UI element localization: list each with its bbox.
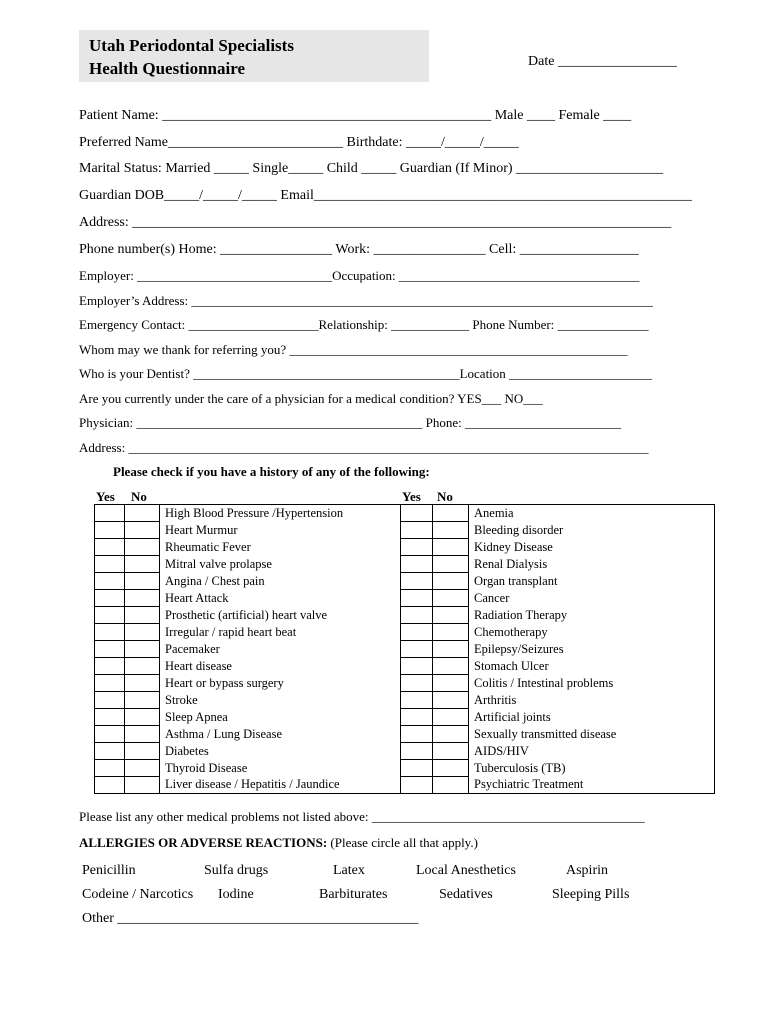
history-row bbox=[95, 743, 715, 760]
no-checkbox[interactable] bbox=[433, 556, 469, 573]
history-heading: Please check if you have a history of any of the following: bbox=[113, 464, 430, 479]
yes-checkbox[interactable] bbox=[401, 505, 433, 522]
no-checkbox[interactable] bbox=[125, 658, 160, 675]
no-checkbox[interactable] bbox=[125, 505, 160, 522]
no-header-left: No bbox=[131, 489, 147, 504]
no-checkbox[interactable] bbox=[125, 641, 160, 658]
yes-checkbox[interactable] bbox=[401, 760, 433, 777]
address-field[interactable]: Address: _____________________________________________________________________________ bbox=[79, 215, 672, 230]
yes-checkbox[interactable] bbox=[95, 624, 125, 641]
no-checkbox[interactable] bbox=[125, 624, 160, 641]
condition-label: Heart Murmur bbox=[160, 522, 401, 539]
form-title-box bbox=[79, 30, 429, 82]
condition-label: Bleeding disorder bbox=[469, 522, 715, 539]
no-checkbox[interactable] bbox=[125, 743, 160, 760]
yes-checkbox[interactable] bbox=[401, 624, 433, 641]
history-row bbox=[95, 709, 715, 726]
condition-label: Arthritis bbox=[469, 692, 715, 709]
condition-label: Asthma / Lung Disease bbox=[160, 726, 401, 743]
yes-checkbox[interactable] bbox=[95, 743, 125, 760]
no-checkbox[interactable] bbox=[433, 777, 469, 794]
no-checkbox[interactable] bbox=[433, 675, 469, 692]
yes-checkbox[interactable] bbox=[95, 522, 125, 539]
referral-field[interactable]: Whom may we thank for referring you? ____________________________________________________ bbox=[79, 342, 628, 357]
no-header-right: No bbox=[437, 489, 453, 504]
physician-field[interactable]: Physician: ____________________________________________ Phone: ________________________ bbox=[79, 415, 622, 430]
yes-checkbox[interactable] bbox=[401, 709, 433, 726]
condition-label: Pacemaker bbox=[160, 641, 401, 658]
no-checkbox[interactable] bbox=[433, 692, 469, 709]
guardian-dob-field[interactable]: Guardian DOB_____/_____/_____ Email______________________________________________________ bbox=[79, 188, 692, 203]
emergency-contact-field[interactable]: Emergency Contact: ____________________Relationship: ____________ Phone Number: ______________ bbox=[79, 317, 649, 332]
history-row bbox=[95, 777, 715, 794]
allergies-heading-row bbox=[79, 835, 478, 851]
yes-checkbox[interactable] bbox=[95, 675, 125, 692]
history-row bbox=[95, 760, 715, 777]
no-checkbox[interactable] bbox=[125, 573, 160, 590]
allergies-heading: ALLERGIES OR ADVERSE REACTIONS: bbox=[79, 835, 328, 850]
no-checkbox[interactable] bbox=[125, 539, 160, 556]
condition-label: Thyroid Disease bbox=[160, 760, 401, 777]
condition-label: Psychiatric Treatment bbox=[469, 777, 715, 794]
history-row bbox=[95, 539, 715, 556]
history-row bbox=[95, 675, 715, 692]
allergy-option[interactable]: Local Anesthetics bbox=[416, 863, 516, 878]
yes-checkbox[interactable] bbox=[95, 658, 125, 675]
yes-checkbox[interactable] bbox=[95, 777, 125, 794]
yes-checkbox[interactable] bbox=[95, 760, 125, 777]
allergy-option[interactable]: Sedatives bbox=[439, 887, 493, 902]
yes-checkbox[interactable] bbox=[95, 726, 125, 743]
no-checkbox[interactable] bbox=[433, 658, 469, 675]
yes-checkbox[interactable] bbox=[401, 539, 433, 556]
condition-label: Heart Attack bbox=[160, 590, 401, 607]
no-checkbox[interactable] bbox=[433, 573, 469, 590]
no-checkbox[interactable] bbox=[433, 743, 469, 760]
condition-label: Liver disease / Hepatitis / Jaundice bbox=[160, 777, 401, 794]
condition-label: Renal Dialysis bbox=[469, 556, 715, 573]
yes-checkbox[interactable] bbox=[401, 590, 433, 607]
yes-checkbox[interactable] bbox=[95, 692, 125, 709]
history-row bbox=[95, 556, 715, 573]
no-checkbox[interactable] bbox=[125, 607, 160, 624]
yes-checkbox[interactable] bbox=[401, 743, 433, 760]
medical-history-table bbox=[94, 504, 715, 794]
yes-checkbox[interactable] bbox=[401, 777, 433, 794]
condition-label: Sleep Apnea bbox=[160, 709, 401, 726]
no-checkbox[interactable] bbox=[125, 760, 160, 777]
allergy-option[interactable]: Sleeping Pills bbox=[552, 887, 630, 902]
condition-label: Radiation Therapy bbox=[469, 607, 715, 624]
history-row bbox=[95, 607, 715, 624]
yes-checkbox[interactable] bbox=[401, 726, 433, 743]
condition-label: Rheumatic Fever bbox=[160, 539, 401, 556]
no-checkbox[interactable] bbox=[433, 607, 469, 624]
physician-care-question[interactable]: Are you currently under the care of a physician for a medical condition? YES___ NO___ bbox=[79, 391, 543, 406]
yes-checkbox[interactable] bbox=[95, 590, 125, 607]
yes-checkbox[interactable] bbox=[95, 505, 125, 522]
practice-name: Utah Periodontal Specialists bbox=[89, 36, 294, 55]
no-checkbox[interactable] bbox=[125, 709, 160, 726]
no-checkbox[interactable] bbox=[433, 641, 469, 658]
history-row bbox=[95, 505, 715, 522]
history-row bbox=[95, 641, 715, 658]
no-checkbox[interactable] bbox=[125, 590, 160, 607]
allergy-option[interactable]: Codeine / Narcotics bbox=[82, 887, 194, 902]
condition-label: Anemia bbox=[469, 505, 715, 522]
physician-address-field[interactable]: Address: ________________________________________________________________________________ bbox=[79, 440, 649, 455]
no-checkbox[interactable] bbox=[433, 760, 469, 777]
condition-label: Angina / Chest pain bbox=[160, 573, 401, 590]
condition-label: Prosthetic (artificial) heart valve bbox=[160, 607, 401, 624]
condition-label: Organ transplant bbox=[469, 573, 715, 590]
other-problems-field[interactable]: Please list any other medical problems not listed above: __________________________________________ bbox=[79, 809, 645, 824]
no-checkbox[interactable] bbox=[125, 675, 160, 692]
condition-label: Sexually transmitted disease bbox=[469, 726, 715, 743]
history-row bbox=[95, 522, 715, 539]
yes-checkbox[interactable] bbox=[95, 709, 125, 726]
employer-address-field[interactable]: Employer’s Address: _______________________________________________________________________ bbox=[79, 293, 653, 308]
yes-checkbox[interactable] bbox=[95, 539, 125, 556]
yes-checkbox[interactable] bbox=[95, 607, 125, 624]
yes-checkbox[interactable] bbox=[401, 607, 433, 624]
no-checkbox[interactable] bbox=[125, 777, 160, 794]
condition-label: Heart disease bbox=[160, 658, 401, 675]
marital-status-field[interactable]: Marital Status: Married _____ Single_____ Child _____ Guardian (If Minor) _____________________ bbox=[79, 161, 664, 176]
yes-checkbox[interactable] bbox=[401, 692, 433, 709]
no-checkbox[interactable] bbox=[433, 539, 469, 556]
no-checkbox[interactable] bbox=[433, 726, 469, 743]
condition-label: Diabetes bbox=[160, 743, 401, 760]
yes-checkbox[interactable] bbox=[95, 641, 125, 658]
history-row bbox=[95, 726, 715, 743]
condition-label: Artificial joints bbox=[469, 709, 715, 726]
yes-checkbox[interactable] bbox=[401, 658, 433, 675]
allergy-option[interactable]: Aspirin bbox=[566, 863, 608, 878]
yes-checkbox[interactable] bbox=[95, 573, 125, 590]
phone-numbers-field[interactable]: Phone number(s) Home: ________________ Work: ________________ Cell: _________________ bbox=[79, 242, 639, 257]
condition-label: Tuberculosis (TB) bbox=[469, 760, 715, 777]
condition-label: High Blood Pressure /Hypertension bbox=[160, 505, 401, 522]
history-row bbox=[95, 573, 715, 590]
condition-label: Stroke bbox=[160, 692, 401, 709]
history-row bbox=[95, 692, 715, 709]
history-row bbox=[95, 658, 715, 675]
condition-label: Colitis / Intestinal problems bbox=[469, 675, 715, 692]
condition-label: Mitral valve prolapse bbox=[160, 556, 401, 573]
date-field[interactable]: Date _________________ bbox=[528, 54, 677, 69]
no-checkbox[interactable] bbox=[125, 556, 160, 573]
allergies-note: (Please circle all that apply.) bbox=[327, 835, 478, 850]
yes-checkbox[interactable] bbox=[401, 573, 433, 590]
condition-label: Chemotherapy bbox=[469, 624, 715, 641]
condition-label: AIDS/HIV bbox=[469, 743, 715, 760]
yes-header-right: Yes bbox=[402, 489, 421, 504]
history-row bbox=[95, 590, 715, 607]
no-checkbox[interactable] bbox=[433, 505, 469, 522]
yes-checkbox[interactable] bbox=[401, 675, 433, 692]
allergy-option[interactable]: Latex bbox=[333, 863, 365, 878]
allergy-option[interactable]: Penicillin bbox=[82, 863, 136, 878]
condition-label: Heart or bypass surgery bbox=[160, 675, 401, 692]
no-checkbox[interactable] bbox=[433, 522, 469, 539]
condition-label: Cancer bbox=[469, 590, 715, 607]
patient-name-field[interactable]: Patient Name: _______________________________________________ Male ____ Female ____ bbox=[79, 108, 632, 123]
condition-label: Irregular / rapid heart beat bbox=[160, 624, 401, 641]
dentist-field[interactable]: Who is your Dentist? _________________________________________Location ______________________ bbox=[79, 366, 653, 381]
condition-label: Epilepsy/Seizures bbox=[469, 641, 715, 658]
yes-header-left: Yes bbox=[96, 489, 115, 504]
employer-field[interactable]: Employer: ______________________________Occupation: _____________________________________ bbox=[79, 268, 640, 283]
allergy-option[interactable]: Sulfa drugs bbox=[204, 863, 269, 878]
history-row bbox=[95, 624, 715, 641]
other-allergy-field[interactable]: Other ___________________________________________ bbox=[82, 911, 419, 926]
no-checkbox[interactable] bbox=[433, 590, 469, 607]
yes-checkbox[interactable] bbox=[95, 556, 125, 573]
allergy-option[interactable]: Iodine bbox=[218, 887, 254, 902]
allergy-option[interactable]: Barbiturates bbox=[319, 887, 388, 902]
yes-checkbox[interactable] bbox=[401, 641, 433, 658]
no-checkbox[interactable] bbox=[125, 726, 160, 743]
condition-label: Kidney Disease bbox=[469, 539, 715, 556]
no-checkbox[interactable] bbox=[125, 692, 160, 709]
no-checkbox[interactable] bbox=[125, 522, 160, 539]
condition-label: Stomach Ulcer bbox=[469, 658, 715, 675]
no-checkbox[interactable] bbox=[433, 709, 469, 726]
yes-checkbox[interactable] bbox=[401, 522, 433, 539]
preferred-name-field[interactable]: Preferred Name_________________________ Birthdate: _____/_____/_____ bbox=[79, 135, 519, 150]
no-checkbox[interactable] bbox=[433, 624, 469, 641]
yes-checkbox[interactable] bbox=[401, 556, 433, 573]
form-title: Health Questionnaire bbox=[89, 59, 245, 78]
